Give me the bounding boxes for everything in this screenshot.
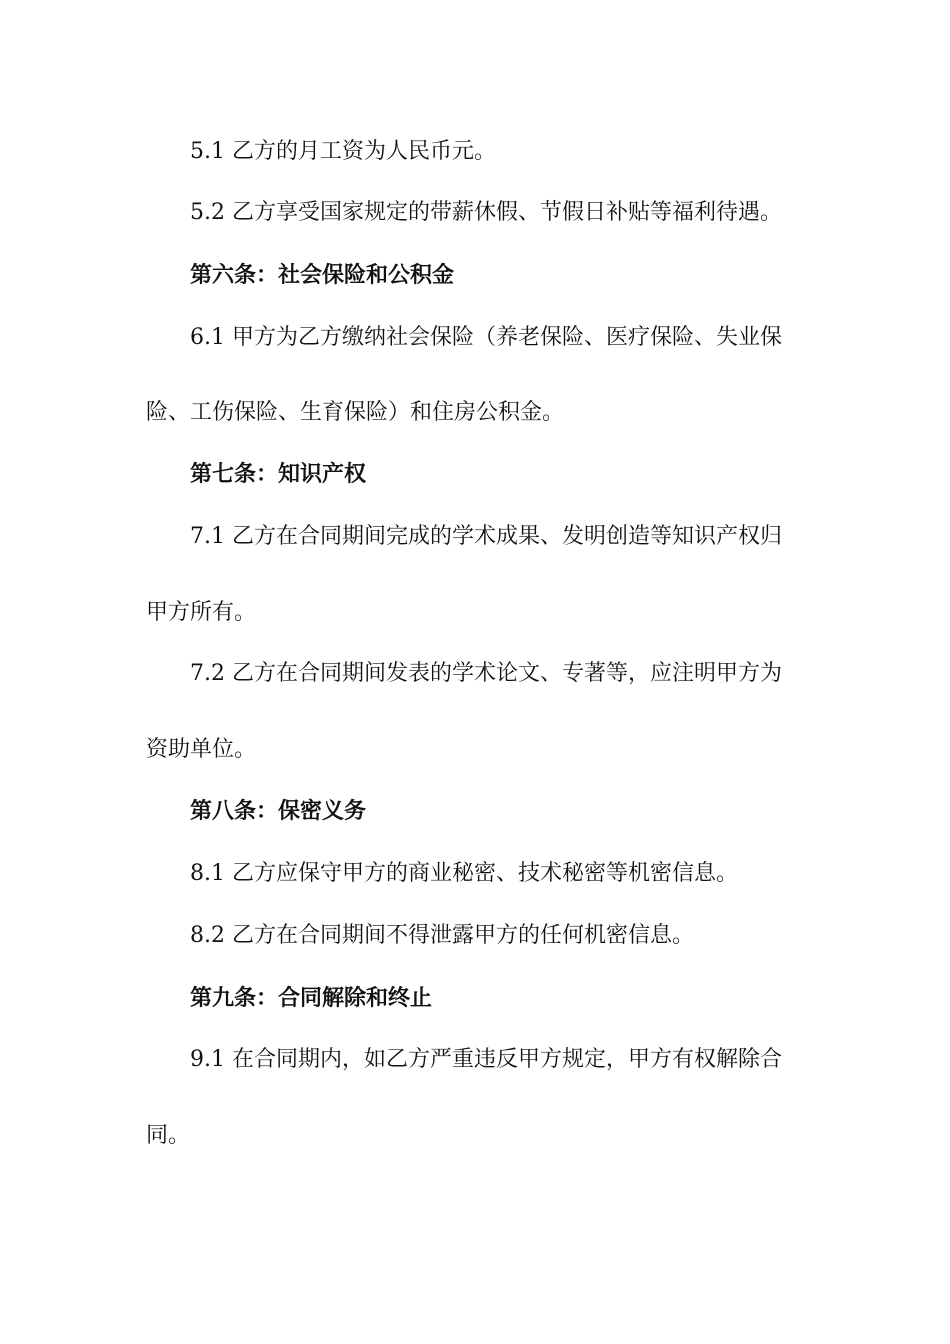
clause-7-1-line-1: 7.1 乙方在合同期间完成的学术成果、发明创造等知识产权归 (190, 524, 782, 549)
heading-article-8: 第八条：保密义务 (190, 799, 367, 824)
clause-6-1-line-2: 险、工伤保险、生育保险）和住房公积金。 (146, 400, 565, 425)
heading-article-7: 第七条：知识产权 (190, 462, 367, 487)
clause-8-1: 8.1 乙方应保守甲方的商业秘密、技术秘密等机密信息。 (190, 861, 738, 886)
heading-article-6: 第六条：社会保险和公积金 (190, 263, 455, 288)
clause-5-1: 5.1 乙方的月工资为人民币元。 (190, 139, 496, 164)
clause-5-2: 5.2 乙方享受国家规定的带薪休假、节假日补贴等福利待遇。 (190, 200, 782, 225)
clause-7-2-line-1: 7.2 乙方在合同期间发表的学术论文、专著等，应注明甲方为 (190, 661, 782, 686)
clause-7-1-line-2: 甲方所有。 (146, 600, 257, 625)
clause-9-1-line-2: 同。 (146, 1123, 191, 1148)
clause-6-1-line-1: 6.1 甲方为乙方缴纳社会保险（养老保险、医疗保险、失业保 (190, 325, 782, 350)
clause-9-1-line-1: 9.1 在合同期内，如乙方严重违反甲方规定，甲方有权解除合 (190, 1047, 782, 1072)
heading-article-9: 第九条：合同解除和终止 (190, 986, 433, 1011)
clause-7-2-line-2: 资助单位。 (146, 737, 257, 762)
clause-8-2: 8.2 乙方在合同期间不得泄露甲方的任何机密信息。 (190, 923, 694, 948)
